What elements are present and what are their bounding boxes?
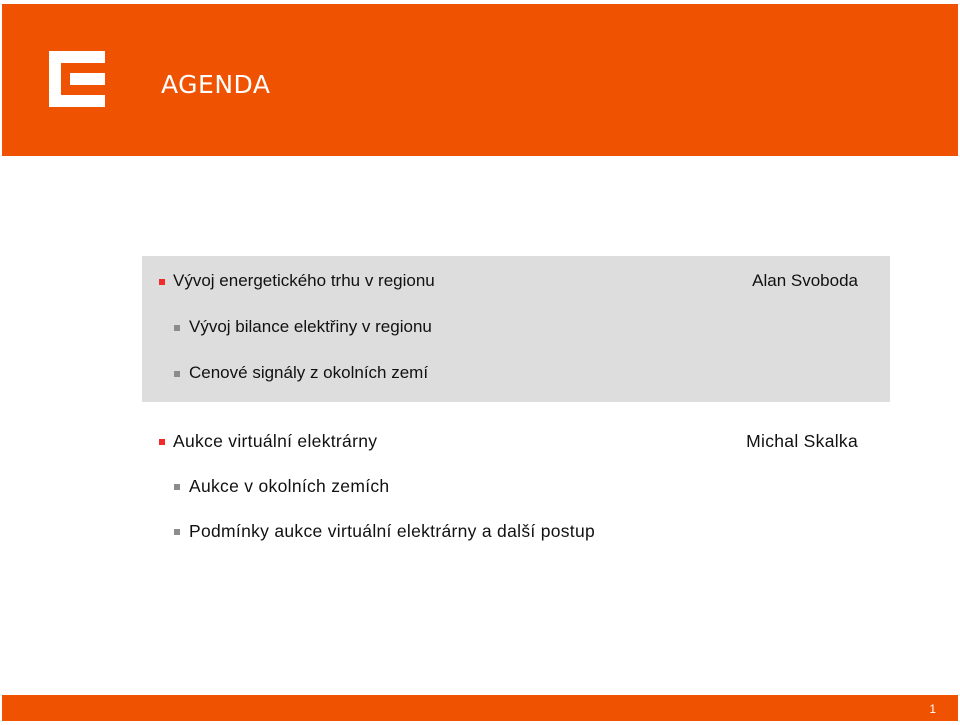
- agenda-sub-item-text: Podmínky aukce virtuální elektrárny a další postup: [189, 521, 596, 541]
- presenter-name: Michal Skalka: [746, 431, 858, 451]
- square-bullet-icon: [174, 529, 180, 535]
- square-bullet-icon: [174, 371, 180, 377]
- agenda-item-title: Aukce virtuální elektrárny: [173, 431, 378, 451]
- square-bullet-icon: [174, 325, 180, 331]
- agenda-sub-item: [142, 317, 890, 341]
- square-bullet-icon: [174, 484, 180, 490]
- presenter-name: Alan Svoboda: [752, 271, 858, 290]
- footer-bar: [2, 695, 958, 721]
- square-bullet-icon: [159, 279, 165, 285]
- header-bar: [2, 4, 958, 156]
- agenda-section-energy-market: [142, 256, 890, 402]
- agenda-sub-item-text: Aukce v okolních zemích: [189, 476, 390, 496]
- agenda-sub-item-text: Vývoj bilance elektřiny v regionu: [189, 317, 432, 336]
- agenda-sub-item: [142, 521, 890, 545]
- agenda-sub-item: [142, 363, 890, 387]
- page-title: AGENDA: [161, 70, 271, 99]
- agenda-main-item: [142, 271, 890, 295]
- agenda-sub-item: [142, 476, 890, 500]
- page-number: 1: [929, 702, 936, 716]
- agenda-sub-item-text: Cenové signály z okolních zemí: [189, 363, 429, 382]
- cez-logo-icon: [49, 51, 105, 107]
- agenda-main-item: [142, 431, 890, 455]
- square-bullet-icon: [159, 439, 165, 445]
- agenda-section-virtual-power-plant: [142, 414, 890, 554]
- agenda-item-title: Vývoj energetického trhu v regionu: [173, 271, 435, 290]
